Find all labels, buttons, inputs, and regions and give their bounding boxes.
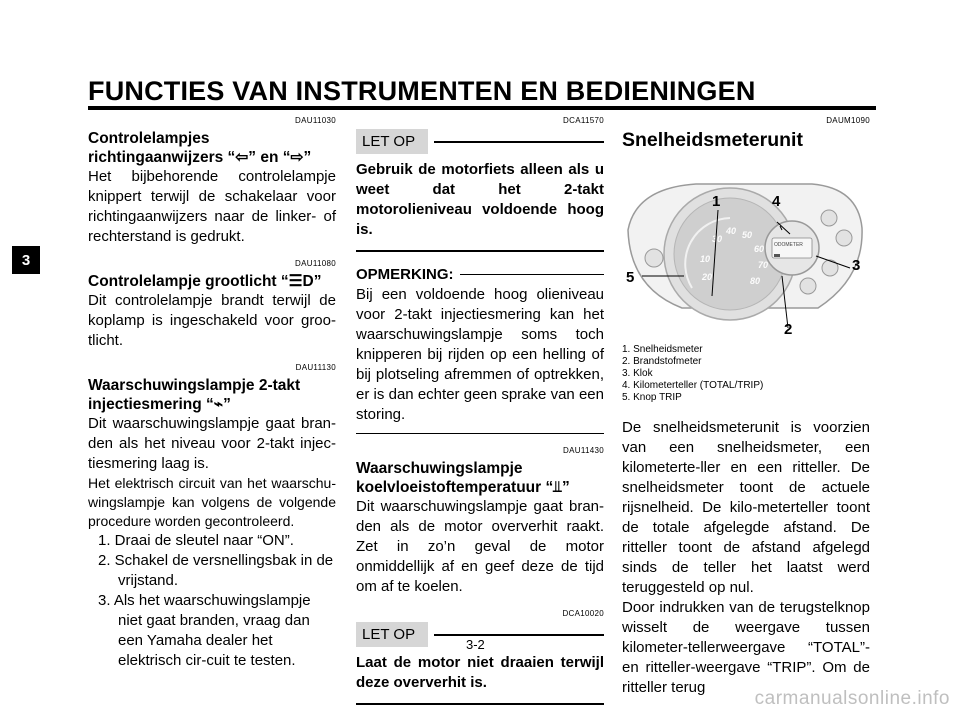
speed-tick: 30 [712,234,723,244]
oil-warning-text: Dit waarschuwingslampje gaat bran-den als het niveau voor 2-takt injec-tiesmering laag is. [88,415,336,472]
section-code: DAU11430 [563,446,604,455]
list-item: 1. Draai de sleutel naar “ON”. [98,532,294,549]
legend-item: 3. Klok [622,368,653,379]
list-item: 2. Schakel de versnellingsbak in de vrijstand. [98,552,334,589]
section-title-high-beam: Controlelampje grootlicht “☰D” [88,273,322,290]
trip-reset-text: Door indrukken van de terugstelknop wisselt de weergave tussen kilometer-tellerweergave “TOTAL”- en ritteller-weergave “TRIP”. Om de ritteller terug [622,599,870,696]
speed-tick: 70 [758,260,769,270]
caution-label: LET OP [356,622,428,647]
callout-5: 5 [626,269,635,286]
callout-1: 1 [712,193,721,210]
column-1 [88,116,336,671]
legend-item: 5. Knop TRIP [622,392,682,403]
section-code: DCA11570 [563,116,604,125]
speedometer-text: De snelheidsmeterunit is voorzien van een snelheidsmeter, een kilometerte-ller en een ritteller. De snelheidsmeter toont de actuele rijsnelheid. De kilo-meterteller toont de totale afgelegde afstand. De ritteller toont de afstand afgelegd sinds de teller het laatst werd teruggesteld op nul. [622,419,870,596]
section-code: DAU11130 [295,363,336,372]
section-code: DAU11080 [295,259,336,268]
callout-4: 4 [772,193,781,210]
coolant-warning-text: Dit waarschuwingslampje gaat bran-den als de motor oververhit raakt. Zet in zo’n geval de motor onmiddellijk af en geef deze de tijd om af te koelen. [356,498,604,595]
header-rule [88,106,876,110]
section-title-oil-warning: Waarschuwingslampje 2-takt injectiesmering “⌁” [88,377,301,413]
divider [356,703,604,705]
legend-item: 4. Kilometerteller (TOTAL/TRIP) [622,380,764,391]
callout-3: 3 [852,257,861,274]
speed-tick: 20 [702,272,713,282]
speed-tick: 40 [726,226,737,236]
section-title-speedometer: Snelheidsmeterunit [622,129,803,151]
column-2 [356,116,604,705]
caution-text: Gebruik de motorfiets alleen als u weet dat het 2-takt motorolieniveau voldoende hoog is. [356,161,604,238]
page-header-title: FUNCTIES VAN INSTRUMENTEN EN BEDIENINGEN [88,76,756,106]
callout-2: 2 [784,321,793,336]
odometer-display-label: ODOMETER [774,242,803,248]
diagram-legend [622,344,870,404]
caution-label: LET OP [356,129,428,154]
section-code: DCA10020 [562,609,604,618]
note-text: Bij een voldoende hoog olieniveau voor 2-takt injectiesmering kan het waarschuwingslampje soms toch knipperen bij rijden op een helling of bij plotseling afremmen of optrekken, er is dan echter geen sprake van een storing. [356,286,604,423]
watermark: carmanualsonline.info [754,688,950,709]
caution-heading [356,129,604,154]
chapter-tab: 3 [12,246,40,274]
note-heading [356,266,604,283]
speed-tick: 10 [700,254,711,264]
note-label: OPMERKING: [356,266,454,283]
speed-tick: 50 [742,230,753,240]
speed-tick: 80 [750,276,761,286]
caution-text: Laat de motor niet draaien terwijl deze oververhit is. [356,654,604,691]
turn-signal-text: Het bijbehorende controlelampje knippert terwijl de schakelaar voor richtingaanwijzers naar de linker- of rechterstand is gedrukt. [88,168,336,245]
section-title-coolant-warning: Waarschuwingslampje koelvloeistoftemperatuur “⫫” [356,460,570,496]
section-code: DAU11030 [295,116,336,125]
speedometer-illustration [622,158,870,336]
oil-warning-check-text: Het elektrisch circuit van het waarschu-wingslampje kan volgens de volgende procedure worden gecontroleerd. [88,475,336,529]
legend-item: 2. Brandstofmeter [622,356,702,367]
procedure-steps [88,531,336,671]
high-beam-text: Dit controlelampje brandt terwijl de koplamp is ingeschakeld voor groo-tlicht. [88,292,336,349]
divider [356,250,604,252]
list-item: 3. Als het waarschuwingslampje niet gaat branden, vraag dan een Yamaha dealer het elektrisch cir-cuit te testen. [98,592,311,669]
page-number: 3-2 [466,637,485,652]
speedometer-diagram [622,158,870,336]
column-3 [622,116,870,698]
speed-tick: 60 [754,244,765,254]
section-title-turn-signal: Controlelampjes richtingaanwijzers “⇦” en “⇨” [88,130,312,166]
legend-item: 1. Snelheidsmeter [622,344,703,355]
section-code: DAUM1090 [826,116,870,125]
